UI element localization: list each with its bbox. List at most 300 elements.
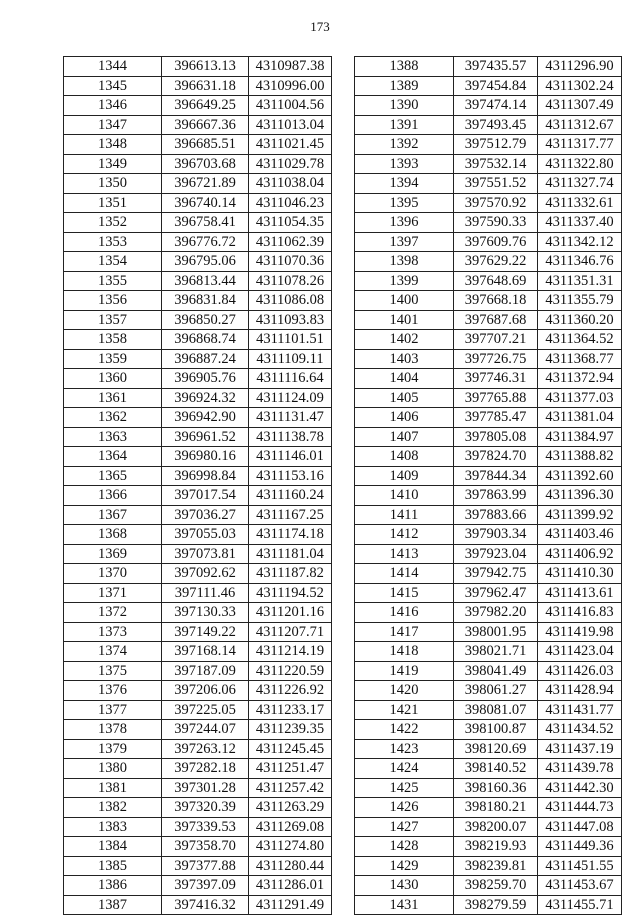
y-coordinate-cell: 4311381.04 <box>538 408 622 428</box>
point-number-cell: 1394 <box>355 174 454 194</box>
point-number-cell: 1414 <box>355 564 454 584</box>
y-coordinate-cell: 4311384.97 <box>538 427 622 447</box>
point-number-cell: 1359 <box>64 349 162 369</box>
y-coordinate-cell: 4311004.56 <box>249 96 332 116</box>
table-row <box>64 837 332 857</box>
x-coordinate-cell: 397036.27 <box>162 505 249 525</box>
x-coordinate-cell: 398140.52 <box>454 759 538 779</box>
x-coordinate-cell: 396831.84 <box>162 291 249 311</box>
y-coordinate-cell: 4311428.94 <box>538 681 622 701</box>
y-coordinate-cell: 4311251.47 <box>249 759 332 779</box>
table-row <box>64 622 332 642</box>
y-coordinate-cell: 4311392.60 <box>538 466 622 486</box>
table-row <box>355 778 622 798</box>
y-coordinate-cell: 4311116.64 <box>249 369 332 389</box>
table-row <box>355 154 622 174</box>
table-row <box>355 135 622 155</box>
x-coordinate-cell: 397474.14 <box>454 96 538 116</box>
x-coordinate-cell: 397648.69 <box>454 271 538 291</box>
point-number-cell: 1408 <box>355 447 454 467</box>
x-coordinate-cell: 396961.52 <box>162 427 249 447</box>
y-coordinate-cell: 4311226.92 <box>249 681 332 701</box>
y-coordinate-cell: 4311167.25 <box>249 505 332 525</box>
point-number-cell: 1416 <box>355 603 454 623</box>
y-coordinate-cell: 4311302.24 <box>538 76 622 96</box>
x-coordinate-cell: 396649.25 <box>162 96 249 116</box>
table-row <box>64 96 332 116</box>
table-row <box>64 544 332 564</box>
table-row <box>355 505 622 525</box>
table-row <box>64 739 332 759</box>
point-number-cell: 1379 <box>64 739 162 759</box>
x-coordinate-cell: 397512.79 <box>454 135 538 155</box>
table-row <box>64 408 332 428</box>
point-number-cell: 1382 <box>64 798 162 818</box>
point-number-cell: 1406 <box>355 408 454 428</box>
x-coordinate-cell: 397687.68 <box>454 310 538 330</box>
x-coordinate-cell: 396998.84 <box>162 466 249 486</box>
point-number-cell: 1357 <box>64 310 162 330</box>
x-coordinate-cell: 397225.05 <box>162 700 249 720</box>
point-number-cell: 1402 <box>355 330 454 350</box>
point-number-cell: 1371 <box>64 583 162 603</box>
x-coordinate-cell: 397130.33 <box>162 603 249 623</box>
y-coordinate-cell: 4311453.67 <box>538 876 622 896</box>
x-coordinate-cell: 397397.09 <box>162 876 249 896</box>
table-row <box>355 583 622 603</box>
x-coordinate-cell: 396813.44 <box>162 271 249 291</box>
x-coordinate-cell: 397493.45 <box>454 115 538 135</box>
y-coordinate-cell: 4311101.51 <box>249 330 332 350</box>
x-coordinate-cell: 397863.99 <box>454 486 538 506</box>
table-row <box>64 232 332 252</box>
x-coordinate-cell: 397942.75 <box>454 564 538 584</box>
y-coordinate-cell: 4311447.08 <box>538 817 622 837</box>
table-row <box>355 876 622 896</box>
point-number-cell: 1413 <box>355 544 454 564</box>
table-row <box>64 525 332 545</box>
x-coordinate-cell: 397844.34 <box>454 466 538 486</box>
table-row <box>64 798 332 818</box>
table-row <box>64 388 332 408</box>
point-number-cell: 1397 <box>355 232 454 252</box>
point-number-cell: 1389 <box>355 76 454 96</box>
x-coordinate-cell: 397903.34 <box>454 525 538 545</box>
x-coordinate-cell: 397765.88 <box>454 388 538 408</box>
y-coordinate-cell: 4311269.08 <box>249 817 332 837</box>
page-number: 173 <box>310 19 330 34</box>
table-row <box>64 856 332 876</box>
point-number-cell: 1387 <box>64 895 162 915</box>
y-coordinate-cell: 4311138.78 <box>249 427 332 447</box>
y-coordinate-cell: 4311109.11 <box>249 349 332 369</box>
x-coordinate-cell: 396721.89 <box>162 174 249 194</box>
table-row <box>355 720 622 740</box>
point-number-cell: 1366 <box>64 486 162 506</box>
table-row <box>64 700 332 720</box>
point-number-cell: 1429 <box>355 856 454 876</box>
point-number-cell: 1367 <box>64 505 162 525</box>
y-coordinate-cell: 4311263.29 <box>249 798 332 818</box>
point-number-cell: 1420 <box>355 681 454 701</box>
point-number-cell: 1349 <box>64 154 162 174</box>
y-coordinate-cell: 4311396.30 <box>538 486 622 506</box>
y-coordinate-cell: 4311439.78 <box>538 759 622 779</box>
point-number-cell: 1375 <box>64 661 162 681</box>
x-coordinate-cell: 397629.22 <box>454 252 538 272</box>
x-coordinate-cell: 397923.04 <box>454 544 538 564</box>
point-number-cell: 1380 <box>64 759 162 779</box>
table-row <box>64 369 332 389</box>
point-number-cell: 1354 <box>64 252 162 272</box>
y-coordinate-cell: 4311388.82 <box>538 447 622 467</box>
table-row <box>64 349 332 369</box>
point-number-cell: 1431 <box>355 895 454 915</box>
point-number-cell: 1426 <box>355 798 454 818</box>
point-number-cell: 1411 <box>355 505 454 525</box>
x-coordinate-cell: 396740.14 <box>162 193 249 213</box>
point-number-cell: 1399 <box>355 271 454 291</box>
point-number-cell: 1381 <box>64 778 162 798</box>
y-coordinate-cell: 4311291.49 <box>249 895 332 915</box>
x-coordinate-cell: 397707.21 <box>454 330 538 350</box>
point-number-cell: 1391 <box>355 115 454 135</box>
y-coordinate-cell: 4311413.61 <box>538 583 622 603</box>
x-coordinate-cell: 397092.62 <box>162 564 249 584</box>
table-row <box>355 271 622 291</box>
y-coordinate-cell: 4311442.30 <box>538 778 622 798</box>
point-number-cell: 1355 <box>64 271 162 291</box>
x-coordinate-cell: 396667.36 <box>162 115 249 135</box>
point-number-cell: 1415 <box>355 583 454 603</box>
y-coordinate-cell: 4311437.19 <box>538 739 622 759</box>
x-coordinate-cell: 396776.72 <box>162 232 249 252</box>
y-coordinate-cell: 4311337.40 <box>538 213 622 233</box>
table-row <box>355 57 622 77</box>
x-coordinate-cell: 398200.07 <box>454 817 538 837</box>
y-coordinate-cell: 4311160.24 <box>249 486 332 506</box>
x-coordinate-cell: 397416.32 <box>162 895 249 915</box>
x-coordinate-cell: 397187.09 <box>162 661 249 681</box>
y-coordinate-cell: 4311131.47 <box>249 408 332 428</box>
y-coordinate-cell: 4311307.49 <box>538 96 622 116</box>
coordinates-table-left-body <box>64 57 332 915</box>
y-coordinate-cell: 4311124.09 <box>249 388 332 408</box>
y-coordinate-cell: 4311280.44 <box>249 856 332 876</box>
table-row <box>355 837 622 857</box>
x-coordinate-cell: 397785.47 <box>454 408 538 428</box>
table-row <box>64 115 332 135</box>
point-number-cell: 1361 <box>64 388 162 408</box>
x-coordinate-cell: 396924.32 <box>162 388 249 408</box>
table-row <box>355 213 622 233</box>
y-coordinate-cell: 4311286.01 <box>249 876 332 896</box>
x-coordinate-cell: 397454.84 <box>454 76 538 96</box>
x-coordinate-cell: 397168.14 <box>162 642 249 662</box>
x-coordinate-cell: 397883.66 <box>454 505 538 525</box>
table-row <box>355 408 622 428</box>
point-number-cell: 1383 <box>64 817 162 837</box>
x-coordinate-cell: 398180.21 <box>454 798 538 818</box>
x-coordinate-cell: 396980.16 <box>162 447 249 467</box>
table-row <box>64 154 332 174</box>
table-row <box>355 681 622 701</box>
table-row <box>64 213 332 233</box>
table-row <box>355 310 622 330</box>
point-number-cell: 1409 <box>355 466 454 486</box>
x-coordinate-cell: 397726.75 <box>454 349 538 369</box>
y-coordinate-cell: 4311322.80 <box>538 154 622 174</box>
x-coordinate-cell: 398160.36 <box>454 778 538 798</box>
y-coordinate-cell: 4311355.79 <box>538 291 622 311</box>
x-coordinate-cell: 396613.13 <box>162 57 249 77</box>
point-number-cell: 1404 <box>355 369 454 389</box>
point-number-cell: 1385 <box>64 856 162 876</box>
table-row <box>355 661 622 681</box>
y-coordinate-cell: 4311364.52 <box>538 330 622 350</box>
table-row <box>64 720 332 740</box>
table-row <box>64 291 332 311</box>
y-coordinate-cell: 4311257.42 <box>249 778 332 798</box>
table-row <box>64 642 332 662</box>
y-coordinate-cell: 4311368.77 <box>538 349 622 369</box>
table-row <box>355 486 622 506</box>
y-coordinate-cell: 4311426.03 <box>538 661 622 681</box>
x-coordinate-cell: 396631.18 <box>162 76 249 96</box>
point-number-cell: 1401 <box>355 310 454 330</box>
table-row <box>64 681 332 701</box>
y-coordinate-cell: 4311054.35 <box>249 213 332 233</box>
point-number-cell: 1418 <box>355 642 454 662</box>
x-coordinate-cell: 396942.90 <box>162 408 249 428</box>
table-row <box>64 76 332 96</box>
point-number-cell: 1374 <box>64 642 162 662</box>
x-coordinate-cell: 397570.92 <box>454 193 538 213</box>
table-row <box>355 544 622 564</box>
y-coordinate-cell: 4311342.12 <box>538 232 622 252</box>
point-number-cell: 1378 <box>64 720 162 740</box>
point-number-cell: 1424 <box>355 759 454 779</box>
y-coordinate-cell: 4311201.16 <box>249 603 332 623</box>
y-coordinate-cell: 4311174.18 <box>249 525 332 545</box>
point-number-cell: 1363 <box>64 427 162 447</box>
table-row <box>64 271 332 291</box>
table-row <box>355 759 622 779</box>
x-coordinate-cell: 397301.28 <box>162 778 249 798</box>
y-coordinate-cell: 4311021.45 <box>249 135 332 155</box>
table-row <box>64 564 332 584</box>
y-coordinate-cell: 4311434.52 <box>538 720 622 740</box>
point-number-cell: 1346 <box>64 96 162 116</box>
x-coordinate-cell: 396703.68 <box>162 154 249 174</box>
x-coordinate-cell: 397017.54 <box>162 486 249 506</box>
y-coordinate-cell: 4311312.67 <box>538 115 622 135</box>
point-number-cell: 1351 <box>64 193 162 213</box>
y-coordinate-cell: 4311410.30 <box>538 564 622 584</box>
y-coordinate-cell: 4311078.26 <box>249 271 332 291</box>
y-coordinate-cell: 4311372.94 <box>538 369 622 389</box>
x-coordinate-cell: 397668.18 <box>454 291 538 311</box>
table-row <box>355 96 622 116</box>
y-coordinate-cell: 4311146.01 <box>249 447 332 467</box>
point-number-cell: 1427 <box>355 817 454 837</box>
point-number-cell: 1421 <box>355 700 454 720</box>
table-row <box>355 388 622 408</box>
point-number-cell: 1388 <box>355 57 454 77</box>
y-coordinate-cell: 4310996.00 <box>249 76 332 96</box>
x-coordinate-cell: 398061.27 <box>454 681 538 701</box>
y-coordinate-cell: 4311455.71 <box>538 895 622 915</box>
table-row <box>355 895 622 915</box>
y-coordinate-cell: 4311239.35 <box>249 720 332 740</box>
point-number-cell: 1396 <box>355 213 454 233</box>
y-coordinate-cell: 4311153.16 <box>249 466 332 486</box>
table-row <box>64 778 332 798</box>
y-coordinate-cell: 4311274.80 <box>249 837 332 857</box>
point-number-cell: 1364 <box>64 447 162 467</box>
y-coordinate-cell: 4311194.52 <box>249 583 332 603</box>
y-coordinate-cell: 4311207.71 <box>249 622 332 642</box>
table-row <box>64 505 332 525</box>
x-coordinate-cell: 397746.31 <box>454 369 538 389</box>
table-row <box>355 427 622 447</box>
x-coordinate-cell: 397982.20 <box>454 603 538 623</box>
y-coordinate-cell: 4311419.98 <box>538 622 622 642</box>
x-coordinate-cell: 396758.41 <box>162 213 249 233</box>
table-row <box>355 525 622 545</box>
x-coordinate-cell: 398279.59 <box>454 895 538 915</box>
point-number-cell: 1356 <box>64 291 162 311</box>
table-row <box>64 759 332 779</box>
point-number-cell: 1410 <box>355 486 454 506</box>
point-number-cell: 1347 <box>64 115 162 135</box>
point-number-cell: 1412 <box>355 525 454 545</box>
x-coordinate-cell: 397244.07 <box>162 720 249 740</box>
point-number-cell: 1360 <box>64 369 162 389</box>
point-number-cell: 1372 <box>64 603 162 623</box>
point-number-cell: 1365 <box>64 466 162 486</box>
coordinates-table-right <box>354 56 622 915</box>
point-number-cell: 1428 <box>355 837 454 857</box>
point-number-cell: 1377 <box>64 700 162 720</box>
table-row <box>64 193 332 213</box>
point-number-cell: 1353 <box>64 232 162 252</box>
point-number-cell: 1368 <box>64 525 162 545</box>
y-coordinate-cell: 4311233.17 <box>249 700 332 720</box>
x-coordinate-cell: 398081.07 <box>454 700 538 720</box>
y-coordinate-cell: 4311449.36 <box>538 837 622 857</box>
table-row <box>64 895 332 915</box>
table-row <box>355 856 622 876</box>
y-coordinate-cell: 4311181.04 <box>249 544 332 564</box>
x-coordinate-cell: 397111.46 <box>162 583 249 603</box>
table-row <box>355 291 622 311</box>
table-row <box>64 427 332 447</box>
point-number-cell: 1345 <box>64 76 162 96</box>
y-coordinate-cell: 4311327.74 <box>538 174 622 194</box>
table-row <box>64 252 332 272</box>
y-coordinate-cell: 4311214.19 <box>249 642 332 662</box>
table-row <box>355 817 622 837</box>
table-row <box>355 564 622 584</box>
x-coordinate-cell: 397320.39 <box>162 798 249 818</box>
y-coordinate-cell: 4311444.73 <box>538 798 622 818</box>
point-number-cell: 1393 <box>355 154 454 174</box>
table-row <box>355 466 622 486</box>
x-coordinate-cell: 397073.81 <box>162 544 249 564</box>
y-coordinate-cell: 4311423.04 <box>538 642 622 662</box>
y-coordinate-cell: 4311062.39 <box>249 232 332 252</box>
y-coordinate-cell: 4310987.38 <box>249 57 332 77</box>
y-coordinate-cell: 4311245.45 <box>249 739 332 759</box>
x-coordinate-cell: 396795.06 <box>162 252 249 272</box>
coordinates-table-left <box>63 56 332 915</box>
x-coordinate-cell: 398041.49 <box>454 661 538 681</box>
point-number-cell: 1350 <box>64 174 162 194</box>
point-number-cell: 1369 <box>64 544 162 564</box>
table-row <box>64 135 332 155</box>
point-number-cell: 1395 <box>355 193 454 213</box>
table-row <box>355 349 622 369</box>
y-coordinate-cell: 4311431.77 <box>538 700 622 720</box>
x-coordinate-cell: 398239.81 <box>454 856 538 876</box>
y-coordinate-cell: 4311296.90 <box>538 57 622 77</box>
table-row <box>355 369 622 389</box>
coordinates-table-right-body <box>355 57 622 915</box>
x-coordinate-cell: 397824.70 <box>454 447 538 467</box>
x-coordinate-cell: 397551.52 <box>454 174 538 194</box>
x-coordinate-cell: 397358.70 <box>162 837 249 857</box>
y-coordinate-cell: 4311416.83 <box>538 603 622 623</box>
y-coordinate-cell: 4311351.31 <box>538 271 622 291</box>
point-number-cell: 1373 <box>64 622 162 642</box>
point-number-cell: 1405 <box>355 388 454 408</box>
point-number-cell: 1425 <box>355 778 454 798</box>
point-number-cell: 1407 <box>355 427 454 447</box>
x-coordinate-cell: 396685.51 <box>162 135 249 155</box>
table-row <box>64 447 332 467</box>
y-coordinate-cell: 4311403.46 <box>538 525 622 545</box>
point-number-cell: 1417 <box>355 622 454 642</box>
table-row <box>355 252 622 272</box>
x-coordinate-cell: 398219.93 <box>454 837 538 857</box>
point-number-cell: 1362 <box>64 408 162 428</box>
x-coordinate-cell: 398001.95 <box>454 622 538 642</box>
x-coordinate-cell: 397206.06 <box>162 681 249 701</box>
y-coordinate-cell: 4311086.08 <box>249 291 332 311</box>
table-row <box>64 330 332 350</box>
y-coordinate-cell: 4311046.23 <box>249 193 332 213</box>
x-coordinate-cell: 396868.74 <box>162 330 249 350</box>
point-number-cell: 1386 <box>64 876 162 896</box>
point-number-cell: 1398 <box>355 252 454 272</box>
table-row <box>64 57 332 77</box>
table-row <box>64 466 332 486</box>
y-coordinate-cell: 4311013.04 <box>249 115 332 135</box>
x-coordinate-cell: 397532.14 <box>454 154 538 174</box>
table-row <box>64 876 332 896</box>
x-coordinate-cell: 397263.12 <box>162 739 249 759</box>
point-number-cell: 1344 <box>64 57 162 77</box>
table-row <box>64 603 332 623</box>
x-coordinate-cell: 397282.18 <box>162 759 249 779</box>
y-coordinate-cell: 4311406.92 <box>538 544 622 564</box>
x-coordinate-cell: 397805.08 <box>454 427 538 447</box>
point-number-cell: 1419 <box>355 661 454 681</box>
x-coordinate-cell: 396887.24 <box>162 349 249 369</box>
x-coordinate-cell: 397377.88 <box>162 856 249 876</box>
table-row <box>355 232 622 252</box>
